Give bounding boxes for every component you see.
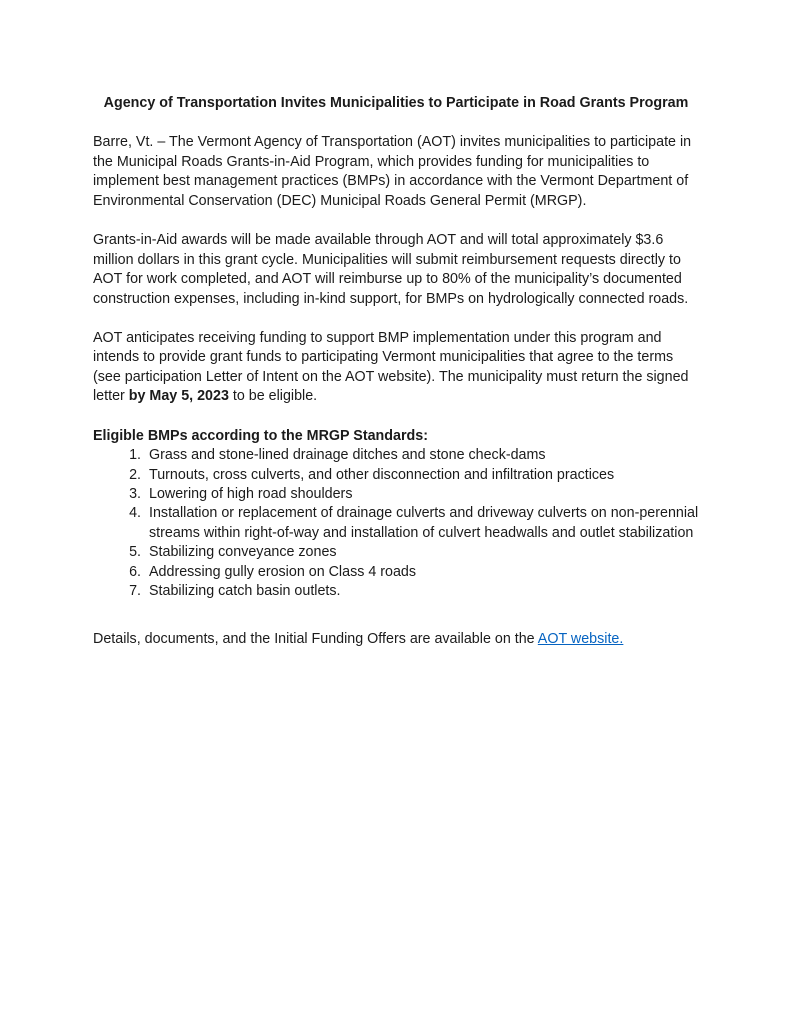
list-item-6: 6. Addressing gully erosion on Class 4 roads [145, 563, 699, 582]
document-title: Agency of Transportation Invites Municipalities to Participate in Road Grants Program [103, 95, 689, 111]
bmp-list [93, 446, 699, 602]
deadline-date: by May 5, 2023 [128, 388, 229, 405]
paragraph-funding-text: AOT anticipates receiving funding to support BMP implementation under this program and intends to provide grant funds to participating Vermont municipalities that agree to the terms (see participation Letter of Intent on the AOT website). The municipality must return the signed letter [93, 329, 689, 405]
list-item-3: 3. Lowering of high road shoulders [145, 485, 699, 504]
paragraph-funding-text-after: to be eligible. [228, 388, 318, 405]
list-item-2: 2. Turnouts, cross culverts, and other disconnection and infiltration practices [145, 466, 699, 485]
aot-website-link[interactable]: AOT website. [537, 630, 624, 647]
bmp-list-heading: Eligible BMPs according to the MRGP Standards: [93, 427, 428, 444]
paragraph-grants: Grants-in-Aid awards will be made available through AOT and will total approximately $3.6 million dollars in this grant cycle. Municipalities will submit reimbursement requests directly to AOT for work completed, and AOT will reimburse up to 80% of the municipality’s documented construction expenses, including in-kind support, for BMPs on hydrologically connected roads. [93, 232, 689, 307]
paragraph-funding [93, 329, 699, 407]
list-item-4: 4. Installation or replacement of drainage culverts and driveway culverts on non-perennial streams within right-of-way and installation of culvert headwalls and outlet stabilization [145, 504, 699, 543]
closing-paragraph [93, 630, 699, 649]
list-item-1: 1. Grass and stone-lined drainage ditches and stone check-dams [145, 446, 699, 465]
list-item-7: 7. Stabilizing catch basin outlets. [145, 582, 699, 601]
paragraph-intro: Barre, Vt. – The Vermont Agency of Transportation (AOT) invites municipalities to participate in the Municipal Roads Grants-in-Aid Program, which provides funding for municipalities to implement best management practices (BMPs) in accordance with the Vermont Department of Environmental Conservation (DEC) Municipal Roads General Permit (MRGP). [93, 134, 692, 209]
list-item-5: 5. Stabilizing conveyance zones [145, 543, 699, 562]
closing-text: Details, documents, and the Initial Funding Offers are available on the [93, 630, 538, 647]
